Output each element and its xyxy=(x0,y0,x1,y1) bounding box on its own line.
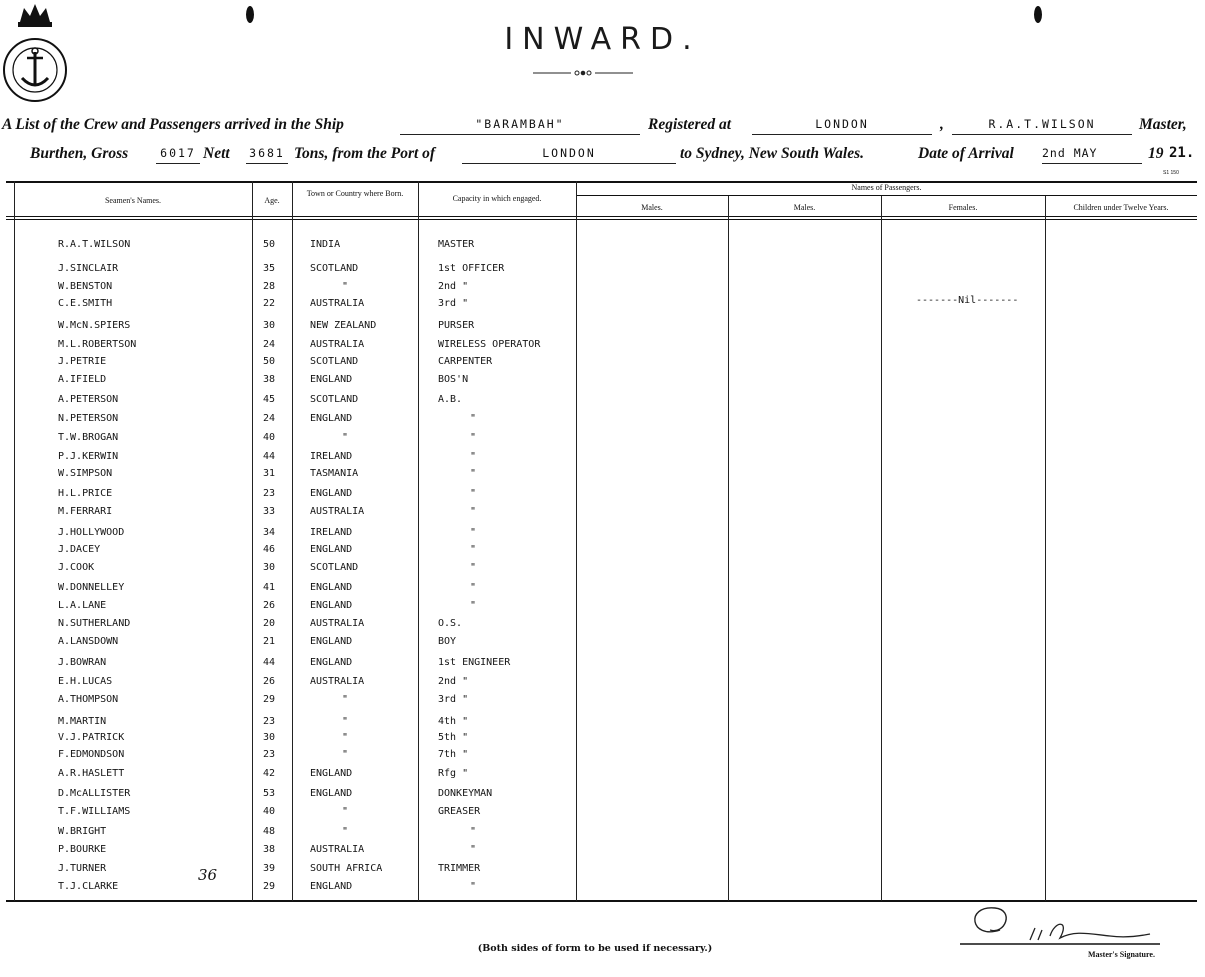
header-males-1: Males. xyxy=(641,203,663,212)
seaman-capacity: " xyxy=(470,432,477,443)
seaman-age: 26 xyxy=(263,676,276,687)
seaman-age: 50 xyxy=(263,356,276,367)
signature-label: Master's Signature. xyxy=(1088,950,1155,959)
form-number: S1 150 xyxy=(1163,170,1179,176)
seaman-capacity: TRIMMER xyxy=(438,863,481,874)
seaman-age: 30 xyxy=(263,732,276,743)
seaman-name: N.PETERSON xyxy=(58,413,119,424)
seaman-capacity: " xyxy=(470,826,477,837)
seaman-capacity: BOY xyxy=(438,636,457,647)
seaman-birthplace: AUSTRALIA xyxy=(310,676,365,687)
seaman-age: 42 xyxy=(263,768,276,779)
passengers-nil-note: -------Nil------- xyxy=(916,295,1019,306)
seaman-name: J.DACEY xyxy=(58,544,101,555)
seaman-capacity: " xyxy=(470,544,477,555)
seaman-name: C.E.SMITH xyxy=(58,298,113,309)
seaman-name: A.PETERSON xyxy=(58,394,119,405)
registered-label: Registered at xyxy=(648,116,732,133)
seaman-birthplace: ENGLAND xyxy=(310,374,353,385)
seaman-birthplace: IRELAND xyxy=(310,451,353,462)
master-name-field: R.A.T.WILSON xyxy=(952,117,1132,135)
seaman-birthplace: ENGLAND xyxy=(310,582,353,593)
seaman-birthplace: SCOTLAND xyxy=(310,356,359,367)
seaman-capacity: WIRELESS OPERATOR xyxy=(438,339,541,350)
seaman-birthplace: " xyxy=(342,694,349,705)
seaman-age: 44 xyxy=(263,451,276,462)
seaman-name: T.F.WILLIAMS xyxy=(58,806,131,817)
seaman-name: H.L.PRICE xyxy=(58,488,113,499)
seaman-age: 33 xyxy=(263,506,276,517)
arrival-date-field: 2nd MAY xyxy=(1042,146,1142,164)
gross-tonnage-field: 6017 xyxy=(156,146,200,164)
seaman-name: P.J.KERWIN xyxy=(58,451,119,462)
nett-label: Nett xyxy=(203,145,230,162)
table-header-rule-2 xyxy=(6,219,1197,220)
from-port-field: LONDON xyxy=(462,146,676,164)
seaman-capacity: 1st ENGINEER xyxy=(438,657,511,668)
seaman-capacity: O.S. xyxy=(438,618,463,629)
column-divider xyxy=(418,181,419,901)
seaman-age: 29 xyxy=(263,694,276,705)
seaman-birthplace: IRELAND xyxy=(310,527,353,538)
column-divider xyxy=(728,196,729,901)
seaman-birthplace: AUSTRALIA xyxy=(310,298,365,309)
seaman-age: 23 xyxy=(263,749,276,760)
seaman-birthplace: AUSTRALIA xyxy=(310,618,365,629)
seaman-age: 30 xyxy=(263,562,276,573)
seaman-capacity: CARPENTER xyxy=(438,356,493,367)
seaman-name: A.R.HASLETT xyxy=(58,768,125,779)
form-line-ship xyxy=(0,116,1205,142)
seaman-capacity: 3rd " xyxy=(438,694,469,705)
column-divider xyxy=(576,181,577,901)
seaman-birthplace: SCOTLAND xyxy=(310,562,359,573)
form-line-burthen xyxy=(0,145,1205,171)
seaman-capacity: 2nd " xyxy=(438,676,469,687)
passenger-header-rule xyxy=(576,195,1197,196)
seaman-capacity: " xyxy=(470,506,477,517)
seaman-name: F.EDMONDSON xyxy=(58,749,125,760)
seaman-name: E.H.LUCAS xyxy=(58,676,113,687)
seaman-name: J.HOLLYWOOD xyxy=(58,527,125,538)
list-label: A List of the Crew and Passengers arrived in the Ship xyxy=(2,116,344,133)
seaman-capacity: GREASER xyxy=(438,806,481,817)
header-seamen-names: Seamen's Names. xyxy=(104,196,162,205)
seaman-capacity: 1st OFFICER xyxy=(438,263,505,274)
column-divider xyxy=(1045,196,1046,901)
header-capacity: Capacity in which engaged. xyxy=(452,194,542,203)
table-header-rule xyxy=(6,216,1197,217)
seaman-age: 45 xyxy=(263,394,276,405)
seaman-age: 22 xyxy=(263,298,276,309)
margin-annotation: 36 xyxy=(198,866,218,884)
seaman-capacity: " xyxy=(470,527,477,538)
seaman-name: W.McN.SPIERS xyxy=(58,320,131,331)
seaman-age: 38 xyxy=(263,374,276,385)
seaman-age: 46 xyxy=(263,544,276,555)
destination-label: to Sydney, New South Wales. xyxy=(680,145,865,162)
seaman-age: 21 xyxy=(263,636,276,647)
seaman-capacity: A.B. xyxy=(438,394,463,405)
header-age: Age. xyxy=(264,196,280,205)
seaman-birthplace: INDIA xyxy=(310,239,341,250)
seaman-birthplace: " xyxy=(342,281,349,292)
column-divider xyxy=(292,181,293,901)
seaman-name: J.BOWRAN xyxy=(58,657,107,668)
burthen-label: Burthen, Gross xyxy=(30,145,129,162)
seaman-birthplace: ENGLAND xyxy=(310,636,353,647)
seaman-age: 35 xyxy=(263,263,276,274)
seaman-name: W.BRIGHT xyxy=(58,826,107,837)
seaman-birthplace: SCOTLAND xyxy=(310,263,359,274)
seaman-name: T.J.CLARKE xyxy=(58,881,119,892)
master-label: Master, xyxy=(1139,116,1187,133)
seaman-age: 41 xyxy=(263,582,276,593)
column-divider xyxy=(881,196,882,901)
seaman-name: J.COOK xyxy=(58,562,95,573)
seaman-name: T.W.BROGAN xyxy=(58,432,119,443)
seaman-age: 44 xyxy=(263,657,276,668)
seaman-name: R.A.T.WILSON xyxy=(58,239,131,250)
seaman-birthplace: " xyxy=(342,716,349,727)
seaman-age: 38 xyxy=(263,844,276,855)
seaman-capacity: BOS'N xyxy=(438,374,469,385)
seaman-birthplace: ENGLAND xyxy=(310,600,353,611)
seaman-name: W.SIMPSON xyxy=(58,468,113,479)
seaman-birthplace: " xyxy=(342,749,349,760)
seaman-capacity: " xyxy=(470,413,477,424)
seaman-age: 24 xyxy=(263,413,276,424)
seaman-birthplace: SOUTH AFRICA xyxy=(310,863,383,874)
seaman-age: 40 xyxy=(263,806,276,817)
seaman-birthplace: " xyxy=(342,732,349,743)
seaman-birthplace: ENGLAND xyxy=(310,657,353,668)
seaman-birthplace: ENGLAND xyxy=(310,788,353,799)
header-passengers: Names of Passengers. xyxy=(851,183,922,192)
seaman-name: P.BOURKE xyxy=(58,844,107,855)
seaman-name: A.LANSDOWN xyxy=(58,636,119,647)
seaman-capacity: 7th " xyxy=(438,749,469,760)
seaman-birthplace: AUSTRALIA xyxy=(310,844,365,855)
seaman-birthplace: " xyxy=(342,806,349,817)
seaman-birthplace: ENGLAND xyxy=(310,544,353,555)
seaman-capacity: " xyxy=(470,844,477,855)
seaman-age: 23 xyxy=(263,488,276,499)
year-suffix: 21. xyxy=(1169,145,1195,161)
title-ornament xyxy=(533,64,633,82)
nett-tonnage-field: 3681 xyxy=(246,146,288,164)
seaman-name: A.IFIELD xyxy=(58,374,107,385)
seaman-birthplace: ENGLAND xyxy=(310,768,353,779)
seaman-capacity: " xyxy=(470,582,477,593)
seaman-birthplace: AUSTRALIA xyxy=(310,339,365,350)
seaman-capacity: " xyxy=(470,451,477,462)
seaman-name: J.TURNER xyxy=(58,863,107,874)
seaman-age: 26 xyxy=(263,600,276,611)
seaman-age: 53 xyxy=(263,788,276,799)
seaman-birthplace: " xyxy=(342,826,349,837)
ink-mark xyxy=(1034,6,1042,23)
seaman-name: W.BENSTON xyxy=(58,281,113,292)
ship-name-field: "BARAMBAH" xyxy=(400,117,640,135)
seaman-birthplace: ENGLAND xyxy=(310,488,353,499)
seaman-name: D.McALLISTER xyxy=(58,788,131,799)
arrival-label: Date of Arrival xyxy=(918,145,1014,162)
seaman-birthplace: TASMANIA xyxy=(310,468,359,479)
header-children: Children under Twelve Years. xyxy=(1073,203,1169,212)
seaman-age: 23 xyxy=(263,716,276,727)
seaman-birthplace: ENGLAND xyxy=(310,881,353,892)
seaman-capacity: DONKEYMAN xyxy=(438,788,493,799)
seaman-birthplace: ENGLAND xyxy=(310,413,353,424)
seaman-name: M.L.ROBERTSON xyxy=(58,339,137,350)
comma-separator: , xyxy=(940,116,944,133)
seaman-capacity: MASTER xyxy=(438,239,475,250)
ink-mark xyxy=(246,6,254,23)
seaman-age: 48 xyxy=(263,826,276,837)
seaman-age: 24 xyxy=(263,339,276,350)
seaman-name: M.MARTIN xyxy=(58,716,107,727)
seaman-name: W.DONNELLEY xyxy=(58,582,125,593)
seaman-age: 30 xyxy=(263,320,276,331)
seaman-age: 40 xyxy=(263,432,276,443)
seaman-name: A.THOMPSON xyxy=(58,694,119,705)
seaman-name: J.PETRIE xyxy=(58,356,107,367)
seaman-capacity: 3rd " xyxy=(438,298,469,309)
seaman-capacity: 5th " xyxy=(438,732,469,743)
seaman-name: V.J.PATRICK xyxy=(58,732,125,743)
seaman-capacity: 4th " xyxy=(438,716,469,727)
column-divider xyxy=(14,181,15,901)
seaman-birthplace: " xyxy=(342,432,349,443)
seaman-age: 20 xyxy=(263,618,276,629)
header-males-2: Males. xyxy=(793,203,816,212)
seaman-age: 50 xyxy=(263,239,276,250)
seaman-name: J.SINCLAIR xyxy=(58,263,119,274)
seaman-capacity: " xyxy=(470,562,477,573)
seaman-age: 39 xyxy=(263,863,276,874)
seaman-birthplace: NEW ZEALAND xyxy=(310,320,377,331)
seaman-birthplace: AUSTRALIA xyxy=(310,506,365,517)
seaman-age: 34 xyxy=(263,527,276,538)
tons-label: Tons, from the Port of xyxy=(294,145,436,162)
footer-note: (Both sides of form to be used if necessary.) xyxy=(477,943,713,954)
seaman-capacity: PURSER xyxy=(438,320,475,331)
seaman-birthplace: SCOTLAND xyxy=(310,394,359,405)
seaman-name: N.SUTHERLAND xyxy=(58,618,131,629)
seaman-name: L.A.LANE xyxy=(58,600,107,611)
seaman-age: 31 xyxy=(263,468,276,479)
seaman-capacity: " xyxy=(470,881,477,892)
year-prefix: 19 xyxy=(1148,145,1164,162)
seaman-capacity: 2nd " xyxy=(438,281,469,292)
page-title: INWARD. xyxy=(504,22,701,57)
seaman-name: M.FERRARI xyxy=(58,506,113,517)
seaman-age: 29 xyxy=(263,881,276,892)
seaman-age: 28 xyxy=(263,281,276,292)
header-born: Town or Country where Born. xyxy=(306,189,404,198)
seaman-capacity: " xyxy=(470,488,477,499)
header-females: Females. xyxy=(948,203,978,212)
registered-port-field: LONDON xyxy=(752,117,932,135)
seaman-capacity: " xyxy=(470,600,477,611)
column-divider xyxy=(252,181,253,901)
seaman-capacity: " xyxy=(470,468,477,479)
seaman-capacity: Rfg " xyxy=(438,768,469,779)
